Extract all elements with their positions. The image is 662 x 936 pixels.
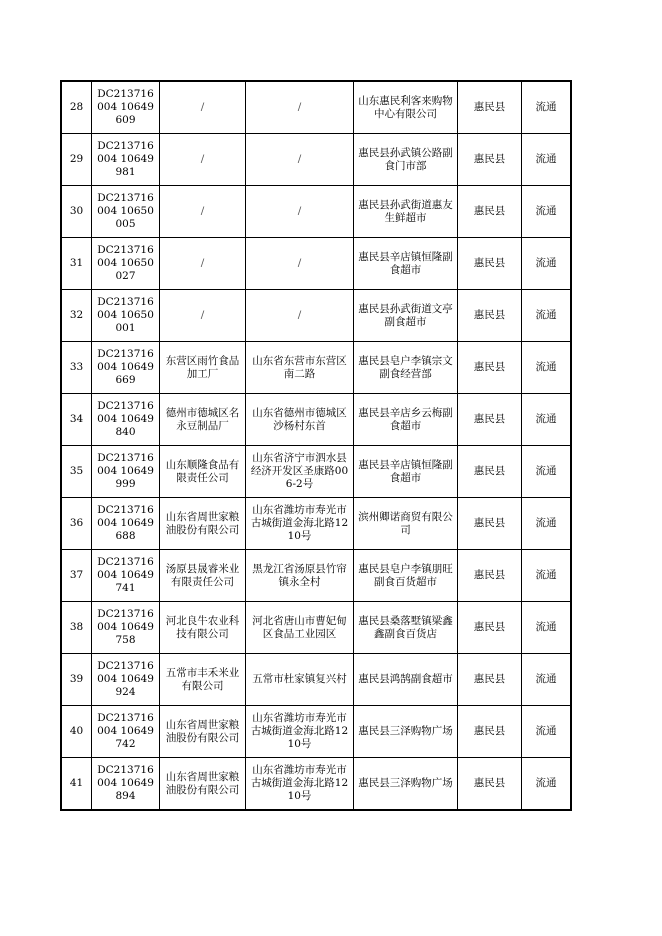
cell-producer-address: /	[246, 238, 354, 290]
table-row	[61, 706, 571, 758]
cell-producer: 山东省周世家粮油股份有限公司	[160, 706, 246, 758]
cell-sample-code: DC213716004 10650027	[92, 238, 160, 290]
cell-sampled-unit: 惠民县鸿鹄副食超市	[354, 654, 458, 706]
cell-sampled-unit: 惠民县三泽购物广场	[354, 706, 458, 758]
cell-sample-code: DC213716004 10649609	[92, 81, 160, 134]
sampling-table	[60, 80, 572, 811]
cell-link: 流通	[522, 394, 572, 446]
cell-sampled-unit: 惠民县辛店乡云梅副食超市	[354, 394, 458, 446]
cell-sampled-unit: 惠民县桑落墅镇梁鑫鑫副食百货店	[354, 602, 458, 654]
cell-area: 惠民县	[458, 81, 522, 134]
table-row	[61, 342, 571, 394]
table-row	[61, 654, 571, 706]
cell-area: 惠民县	[458, 706, 522, 758]
cell-area: 惠民县	[458, 134, 522, 186]
table-row	[61, 186, 571, 238]
cell-producer: 山东省周世家粮油股份有限公司	[160, 498, 246, 550]
cell-link: 流通	[522, 186, 572, 238]
cell-producer-address: /	[246, 81, 354, 134]
cell-serial-no: 38	[61, 602, 92, 654]
cell-area: 惠民县	[458, 290, 522, 342]
cell-producer-address: 山东省潍坊市寿光市古城街道金海北路1210号	[246, 498, 354, 550]
cell-link: 流通	[522, 238, 572, 290]
cell-sample-code: DC213716004 10650005	[92, 186, 160, 238]
cell-sample-code: DC213716004 10649688	[92, 498, 160, 550]
cell-producer: 东营区雨竹食品加工厂	[160, 342, 246, 394]
cell-serial-no: 39	[61, 654, 92, 706]
cell-sample-code: DC213716004 10649741	[92, 550, 160, 602]
cell-link: 流通	[522, 550, 572, 602]
cell-area: 惠民县	[458, 758, 522, 811]
table-row	[61, 81, 571, 134]
cell-area: 惠民县	[458, 342, 522, 394]
cell-area: 惠民县	[458, 186, 522, 238]
table-row	[61, 134, 571, 186]
cell-producer-address: 山东省东营市东营区南二路	[246, 342, 354, 394]
cell-serial-no: 31	[61, 238, 92, 290]
cell-serial-no: 36	[61, 498, 92, 550]
table-row	[61, 550, 571, 602]
cell-sampled-unit: 惠民县皂户李镇朋旺副食百货超市	[354, 550, 458, 602]
cell-area: 惠民县	[458, 550, 522, 602]
cell-serial-no: 33	[61, 342, 92, 394]
cell-serial-no: 35	[61, 446, 92, 498]
cell-area: 惠民县	[458, 446, 522, 498]
cell-producer-address: 黑龙江省汤原县竹帘镇永全村	[246, 550, 354, 602]
cell-link: 流通	[522, 498, 572, 550]
cell-serial-no: 28	[61, 81, 92, 134]
cell-sample-code: DC213716004 10649742	[92, 706, 160, 758]
table-row	[61, 446, 571, 498]
cell-sample-code: DC213716004 10649924	[92, 654, 160, 706]
cell-sample-code: DC213716004 10649669	[92, 342, 160, 394]
cell-serial-no: 41	[61, 758, 92, 811]
cell-area: 惠民县	[458, 498, 522, 550]
cell-sample-code: DC213716004 10649758	[92, 602, 160, 654]
cell-sampled-unit: 惠民县孙武镇公路副食门市部	[354, 134, 458, 186]
table-row	[61, 498, 571, 550]
table-body	[61, 81, 571, 810]
cell-sampled-unit: 山东惠民利客来购物中心有限公司	[354, 81, 458, 134]
cell-producer-address: /	[246, 134, 354, 186]
cell-area: 惠民县	[458, 654, 522, 706]
cell-producer-address: 五常市杜家镇复兴村	[246, 654, 354, 706]
cell-link: 流通	[522, 446, 572, 498]
cell-producer: 五常市丰禾米业有限公司	[160, 654, 246, 706]
cell-producer-address: /	[246, 290, 354, 342]
cell-producer-address: 山东省济宁市泗水县经济开发区圣康路006-2号	[246, 446, 354, 498]
cell-producer: /	[160, 81, 246, 134]
cell-producer: /	[160, 134, 246, 186]
cell-sample-code: DC213716004 10649981	[92, 134, 160, 186]
cell-producer: 德州市德城区名永豆制品厂	[160, 394, 246, 446]
cell-serial-no: 29	[61, 134, 92, 186]
cell-sample-code: DC213716004 10649894	[92, 758, 160, 811]
cell-sampled-unit: 惠民县三泽购物广场	[354, 758, 458, 811]
cell-producer: 汤原县晟睿米业有限责任公司	[160, 550, 246, 602]
cell-sample-code: DC213716004 10649840	[92, 394, 160, 446]
cell-area: 惠民县	[458, 238, 522, 290]
cell-serial-no: 40	[61, 706, 92, 758]
cell-area: 惠民县	[458, 602, 522, 654]
cell-producer: 山东省周世家粮油股份有限公司	[160, 758, 246, 811]
cell-sampled-unit: 惠民县辛店镇恒隆副食超市	[354, 446, 458, 498]
cell-serial-no: 32	[61, 290, 92, 342]
cell-sample-code: DC213716004 10650001	[92, 290, 160, 342]
cell-producer-address: 山东省潍坊市寿光市古城街道金海北路1210号	[246, 758, 354, 811]
cell-link: 流通	[522, 706, 572, 758]
cell-link: 流通	[522, 654, 572, 706]
cell-link: 流通	[522, 134, 572, 186]
cell-producer-address: /	[246, 186, 354, 238]
table-row	[61, 602, 571, 654]
cell-link: 流通	[522, 290, 572, 342]
cell-producer-address: 河北省唐山市曹妃甸区食品工业园区	[246, 602, 354, 654]
cell-producer-address: 山东省德州市德城区沙杨村东首	[246, 394, 354, 446]
cell-link: 流通	[522, 758, 572, 811]
cell-serial-no: 30	[61, 186, 92, 238]
cell-producer: 河北良牛农业科技有限公司	[160, 602, 246, 654]
cell-serial-no: 37	[61, 550, 92, 602]
cell-producer: /	[160, 186, 246, 238]
cell-sampled-unit: 惠民县孙武街道文亭副食超市	[354, 290, 458, 342]
cell-producer: /	[160, 290, 246, 342]
table-row	[61, 758, 571, 811]
cell-serial-no: 34	[61, 394, 92, 446]
cell-producer: /	[160, 238, 246, 290]
table-row	[61, 394, 571, 446]
cell-sample-code: DC213716004 10649999	[92, 446, 160, 498]
cell-producer-address: 山东省潍坊市寿光市古城街道金海北路1210号	[246, 706, 354, 758]
cell-sampled-unit: 惠民县孙武街道惠友生鲜超市	[354, 186, 458, 238]
cell-producer: 山东顺隆食品有限责任公司	[160, 446, 246, 498]
cell-link: 流通	[522, 602, 572, 654]
table-row	[61, 238, 571, 290]
cell-link: 流通	[522, 81, 572, 134]
cell-sampled-unit: 惠民县皂户李镇宗文副食经营部	[354, 342, 458, 394]
cell-link: 流通	[522, 342, 572, 394]
cell-area: 惠民县	[458, 394, 522, 446]
cell-sampled-unit: 惠民县辛店镇恒隆副食超市	[354, 238, 458, 290]
cell-sampled-unit: 滨州卿诺商贸有限公司	[354, 498, 458, 550]
table-row	[61, 290, 571, 342]
